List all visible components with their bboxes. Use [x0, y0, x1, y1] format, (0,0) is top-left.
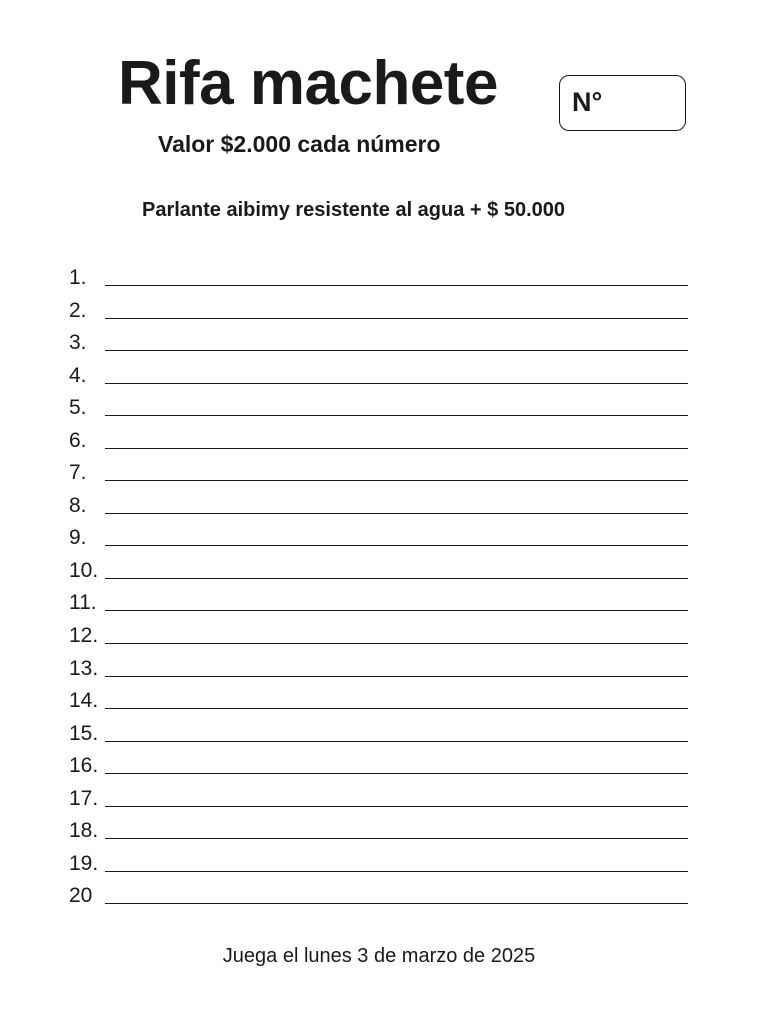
entry-number: 20	[69, 884, 93, 908]
prize-description: Parlante aibimy resistente al agua + $ 50.000	[142, 199, 566, 221]
entry-name-line	[105, 871, 688, 872]
entry-row	[69, 751, 689, 784]
entry-name-line	[105, 806, 688, 807]
entry-number: 13.	[69, 656, 99, 680]
entry-row	[69, 263, 689, 296]
entry-row	[69, 426, 689, 459]
entry-number: 11.	[69, 591, 97, 615]
entry-number: 4.	[69, 363, 87, 387]
entry-name-line	[105, 318, 688, 319]
entry-number: 9.	[69, 526, 87, 550]
entry-name-line	[105, 903, 688, 904]
entry-row	[69, 588, 689, 621]
entry-row	[69, 523, 689, 556]
entry-row	[69, 686, 689, 719]
entry-row	[69, 881, 689, 914]
entry-number: 3.	[69, 331, 87, 355]
entry-name-line	[105, 741, 688, 742]
entry-number: 6.	[69, 428, 87, 452]
entry-name-line	[105, 578, 688, 579]
entry-name-line	[105, 513, 688, 514]
entry-number: 10.	[69, 558, 99, 582]
entry-name-line	[105, 383, 688, 384]
entry-name-line	[105, 773, 688, 774]
entry-name-line	[105, 480, 688, 481]
entry-name-line	[105, 448, 688, 449]
entry-row	[69, 719, 689, 752]
entry-number: 15.	[69, 721, 99, 745]
ticket-number-label: N°	[572, 87, 603, 117]
entry-row	[69, 296, 689, 329]
entry-number: 8.	[69, 493, 87, 517]
entry-number: 18.	[69, 819, 99, 843]
entry-name-line	[105, 643, 688, 644]
entry-name-line	[105, 415, 688, 416]
entry-number: 7.	[69, 461, 87, 485]
entry-row	[69, 784, 689, 817]
entry-row	[69, 458, 689, 491]
entry-number: 5.	[69, 396, 87, 420]
entry-row	[69, 361, 689, 394]
entry-name-line	[105, 350, 688, 351]
entry-number: 19.	[69, 851, 99, 875]
entry-row	[69, 393, 689, 426]
entry-number: 12.	[69, 624, 99, 648]
entry-number: 14.	[69, 689, 99, 713]
entry-list	[69, 263, 689, 914]
ticket-number-box	[559, 75, 686, 131]
entry-row	[69, 621, 689, 654]
entry-number: 1.	[69, 266, 87, 289]
entry-name-line	[105, 610, 688, 611]
entry-number: 16.	[69, 754, 99, 778]
entry-name-line	[105, 838, 688, 839]
entry-row	[69, 654, 689, 687]
entry-row	[69, 849, 689, 882]
raffle-title: Rifa machete	[118, 49, 498, 118]
entry-row	[69, 816, 689, 849]
entry-row	[69, 556, 689, 589]
entry-row	[69, 328, 689, 361]
entry-number: 2.	[69, 298, 87, 322]
entry-number: 17.	[69, 786, 99, 810]
entry-name-line	[105, 285, 688, 286]
draw-date: Juega el lunes 3 de marzo de 2025	[222, 945, 536, 967]
entry-name-line	[105, 676, 688, 677]
entry-row	[69, 491, 689, 524]
entry-name-line	[105, 708, 688, 709]
entry-name-line	[105, 545, 688, 546]
price-per-number: Valor $2.000 cada número	[158, 131, 441, 157]
